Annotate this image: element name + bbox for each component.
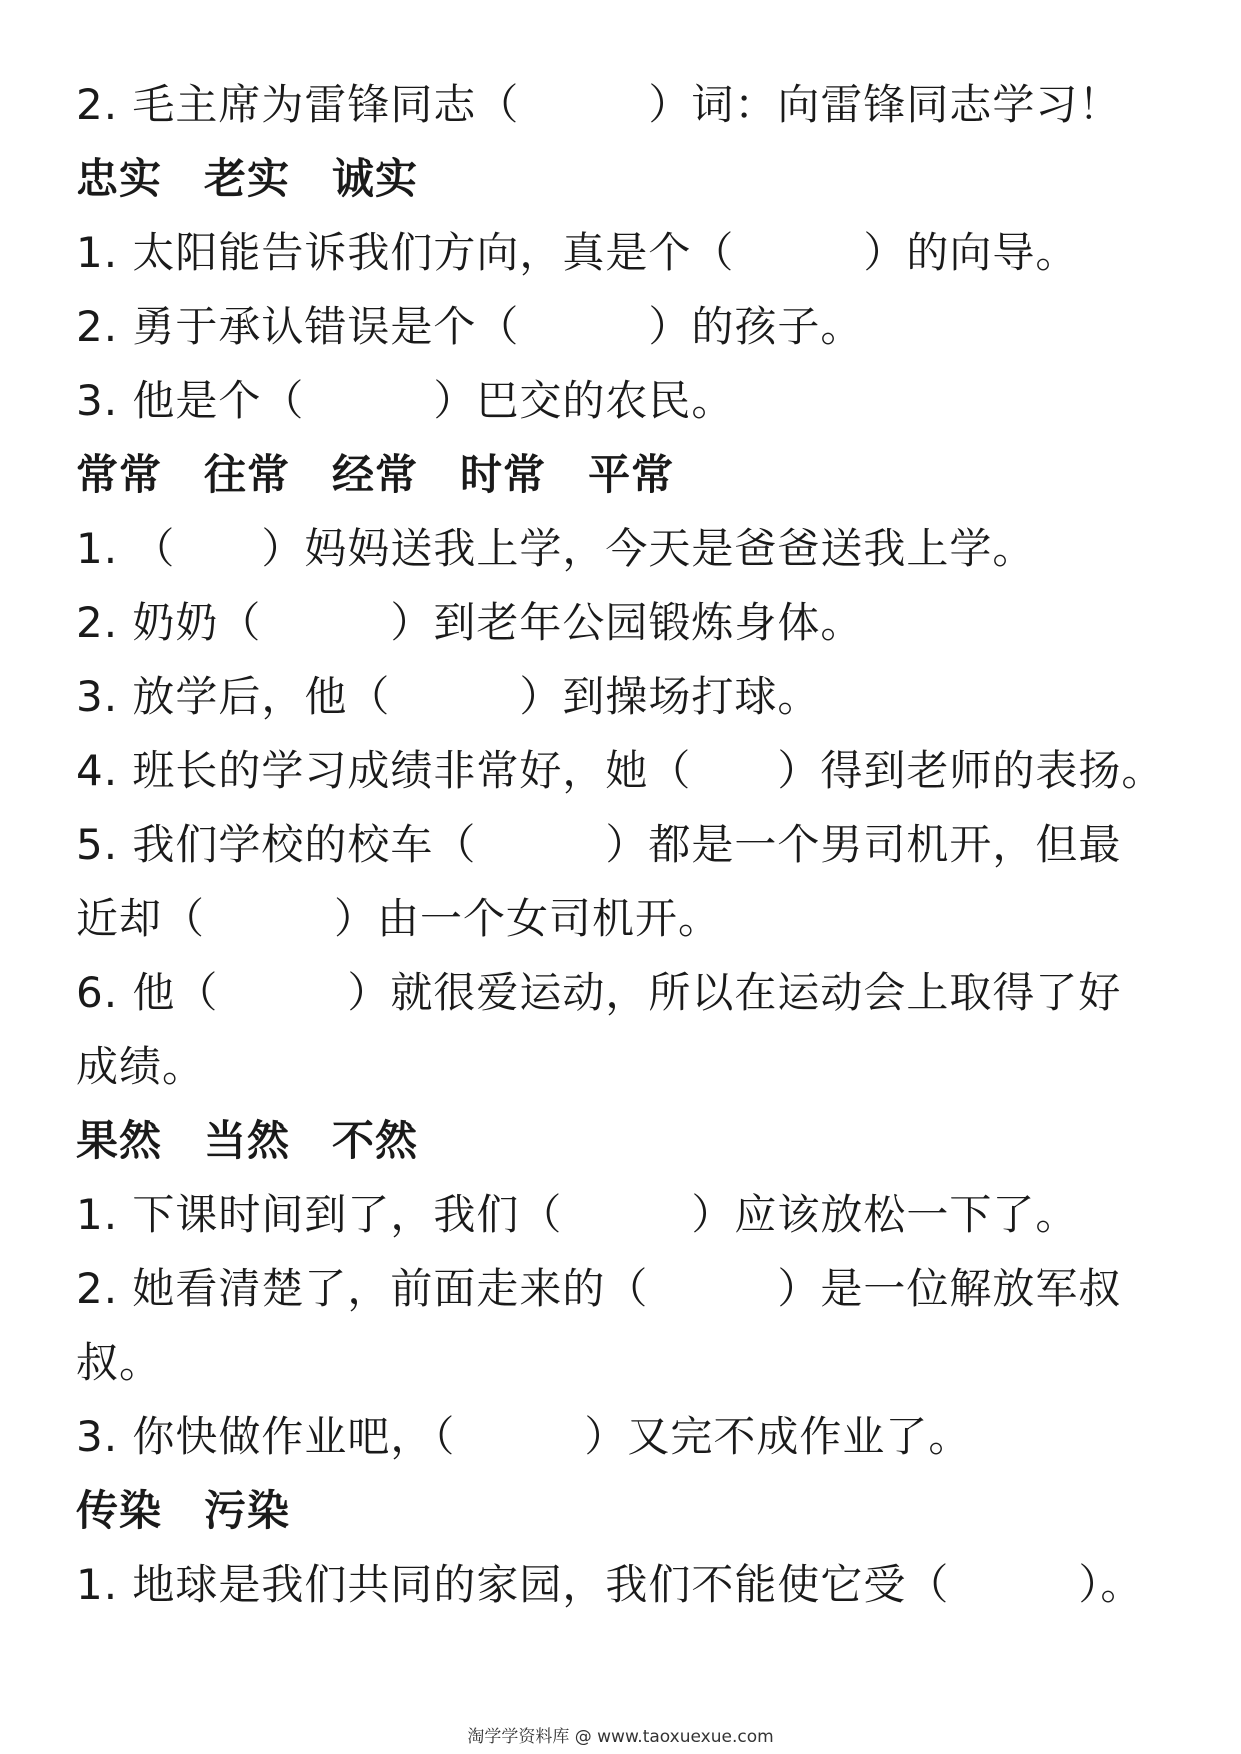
word-option: 老实: [204, 154, 291, 203]
exercise-line: 2. 她看清楚了，前面走来的（ ）是一位解放军叔: [76, 1264, 1122, 1313]
exercise-line: 2. 毛主席为雷锋同志（ ）词：向雷锋同志学习！: [76, 80, 1122, 129]
exercise-line: 叔。: [76, 1338, 163, 1387]
word-option: 不然: [332, 1116, 419, 1165]
exercise-line: 4. 班长的学习成绩非常好，她（ ）得到老师的表扬。: [76, 746, 1165, 795]
exercise-line: 6. 他（ ）就很爱运动，所以在运动会上取得了好: [76, 968, 1122, 1017]
exercise-line: 1. 太阳能告诉我们方向，真是个（ ）的向导。: [76, 228, 1079, 277]
exercise-section: [76, 1474, 1186, 1622]
exercise-line: 近却（ ）由一个女司机开。: [76, 894, 722, 943]
exercise-line: 1. 下课时间到了，我们（ ）应该放松一下了。: [76, 1190, 1079, 1239]
exercise-line: 3. 他是个（ ）巴交的农民。: [76, 376, 735, 425]
word-option: 传染: [76, 1486, 163, 1535]
exercise-section: [76, 438, 1186, 1104]
exercise-line: 2. 奶奶（ ）到老年公园锻炼身体。: [76, 598, 864, 647]
exercise-line: 1. （ ）妈妈送我上学，今天是爸爸送我上学。: [76, 524, 1036, 573]
exercise-line: 5. 我们学校的校车（ ）都是一个男司机开，但最: [76, 820, 1122, 869]
word-option: 平常: [588, 450, 675, 499]
exercise-section: [76, 142, 1186, 438]
word-option: 果然: [76, 1116, 163, 1165]
word-option: 诚实: [332, 154, 419, 203]
word-choice-heading: [76, 438, 1186, 512]
exercise-line: 1. 地球是我们共同的家园，我们不能使它受（ ）。: [76, 1560, 1144, 1609]
word-option: 污染: [204, 1486, 291, 1535]
exercise-line: 3. 你快做作业吧，（ ）又完不成作业了。: [76, 1412, 972, 1461]
word-option: 忠实: [76, 154, 163, 203]
exercise-section: [76, 68, 1186, 142]
word-choice-heading: [76, 1104, 1186, 1178]
word-option: 当然: [204, 1116, 291, 1165]
footer-watermark: 淘学学资料库 @ www.taoxuexue.com: [467, 1727, 774, 1747]
exercise-section: [76, 1104, 1186, 1474]
word-option: 经常: [332, 450, 419, 499]
word-option: 往常: [204, 450, 291, 499]
word-choice-heading: [76, 142, 1186, 216]
worksheet: [76, 68, 1186, 1622]
word-option: 时常: [460, 450, 547, 499]
exercise-line: 2. 勇于承认错误是个（ ）的孩子。: [76, 302, 864, 351]
word-option: 常常: [76, 450, 163, 499]
exercise-line: 成绩。: [76, 1042, 206, 1091]
exercise-line: 3. 放学后，他（ ）到操场打球。: [76, 672, 821, 721]
word-choice-heading: [76, 1474, 1186, 1548]
